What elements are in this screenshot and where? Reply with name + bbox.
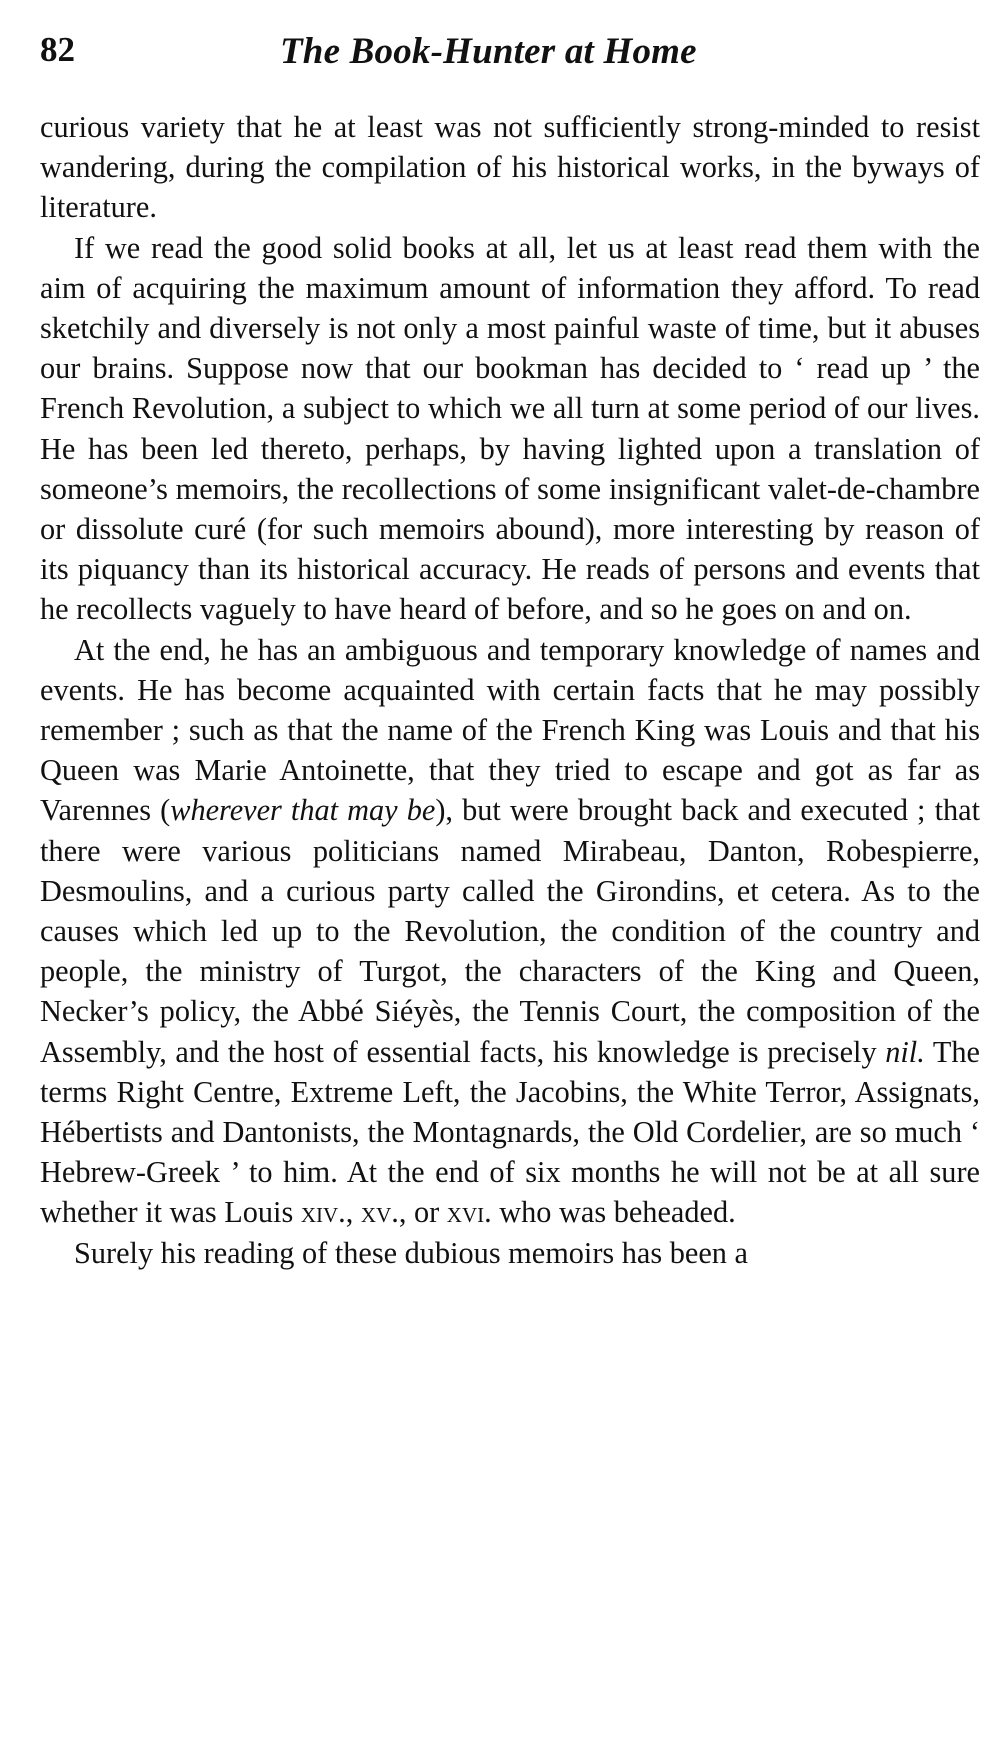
text-separator: , or bbox=[398, 1195, 447, 1230]
italic-phrase: wherever that may be bbox=[170, 793, 436, 828]
page-body-text bbox=[40, 107, 980, 1273]
paragraph-text-segment: ), but were brought back and executed ; that there were various politicians named Mirabeau, Danton, Robespierre, Desmoulins, and a curious party called the Girondins, et cetera. As to the causes which led up to the Revolution, the condition of the country and people, the ministry of Turgot, the characters of the King and Queen, Necker’s policy, the Abbé Siéyès, the Tennis Court, the composition of the Assembly, and the host of essential facts, his knowledge is precisely bbox=[40, 793, 981, 1069]
book-page bbox=[40, 22, 980, 1737]
page-number: 82 bbox=[40, 30, 75, 69]
paragraph-french-revolution-knowledge bbox=[40, 630, 980, 1233]
page-header bbox=[40, 22, 980, 82]
running-head-title: The Book-Hunter at Home bbox=[280, 31, 697, 72]
roman-numeral: xvi. bbox=[446, 1195, 492, 1230]
roman-numeral: xiv. bbox=[300, 1195, 346, 1230]
paragraph-final-line: Surely his reading of these dubious memoirs has been a bbox=[74, 1235, 748, 1270]
text-separator: , bbox=[345, 1195, 361, 1230]
paragraph-reading-advice: If we read the good solid books at all, let us at least read them with the aim of acquiring the maximum amount of information they afford. To read sketchily and diversely is not only a most painful waste of time, but it abuses our brains. Suppose now that our bookman has decided to ‘ read up ’ the French Revolution, a subject to which we all turn at some period of our lives. He has been led thereto, perhaps, by having lighted upon a translation of someone’s memoirs, the recollections of some insignificant valet-de-chambre or dissolute curé (for such memoirs abound), more interesting by reason of its piquancy than its historical accuracy. He reads of persons and events that he recollects vaguely to have heard of before, and so he goes on and on. bbox=[40, 230, 980, 627]
italic-word: nil. bbox=[885, 1034, 925, 1069]
paragraph-continued: curious variety that he at least was not sufficiently strong-minded to resist wandering, during the compilation of his historical works, in the byways of literature. bbox=[40, 110, 980, 225]
paragraph-text-segment: At the end, he has an ambiguous and temporary knowledge of names and events. He has become acquainted with certain facts that he may possibly remember ; such as that the name of the French King was Louis and that his Queen was Marie Antoinette, that they tried to escape and got as far as Varennes ( bbox=[40, 632, 980, 828]
paragraph-text-segment: The terms Right Centre, Extreme Left, the Jacobins, the White Terror, Assignats, Hébertists and Dantonists, the Montagnards, the Old Cordelier, are so much ‘ Hebrew-Greek ’ to him. At the end of six months he will not be at all sure whether it was Louis bbox=[40, 1034, 980, 1230]
roman-numeral: xv. bbox=[360, 1195, 399, 1230]
paragraph-text-segment: who was beheaded. bbox=[491, 1195, 736, 1230]
